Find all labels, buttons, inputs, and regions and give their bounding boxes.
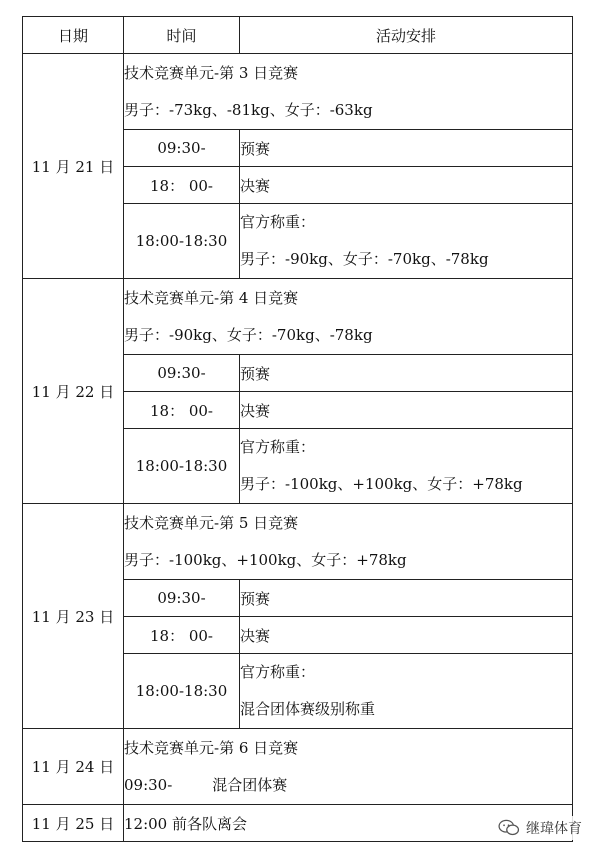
competition-unit-cell <box>124 729 573 805</box>
date-cell: 11 月 24 日 <box>23 729 124 805</box>
unit-title: 技术竞赛单元-第 3 日竞赛 <box>124 63 299 82</box>
unit-title: 技术竞赛单元-第 4 日竞赛 <box>124 288 299 307</box>
header-time: 时间 <box>124 17 240 54</box>
unit-title: 技术竞赛单元-第 6 日竞赛 <box>124 738 299 757</box>
session-activity: 预赛 <box>240 580 573 617</box>
header-row <box>23 17 573 54</box>
session-activity: 混合团体赛 <box>212 775 288 794</box>
weigh-in-detail: 混合团体赛级别称重 <box>240 700 376 718</box>
session-activity: 预赛 <box>240 355 573 392</box>
weigh-in-cell <box>240 654 573 729</box>
weigh-in-time: 18:00-18:30 <box>124 654 240 729</box>
session-activity: 预赛 <box>240 130 573 167</box>
date-cell: 11 月 23 日 <box>23 504 124 729</box>
day-row <box>23 504 573 580</box>
session-time: 09:30- <box>124 355 240 392</box>
session-activity: 决赛 <box>240 392 573 429</box>
weigh-in-title: 官方称重： <box>240 438 316 456</box>
header-date: 日期 <box>23 17 124 54</box>
session-time: 18： 00- <box>124 617 240 654</box>
day-row <box>23 54 573 130</box>
weigh-in-detail: 男子：-90kg、女子：-70kg、-78kg <box>240 250 489 268</box>
unit-weights: 男子：-73kg、-81kg、女子：-63kg <box>124 100 373 119</box>
departure-cell: 12:00 前各队离会 <box>124 805 573 842</box>
watermark-text: 继瑋体育 <box>526 821 582 837</box>
weigh-in-title: 官方称重： <box>240 213 316 231</box>
weigh-in-cell <box>240 204 573 279</box>
date-cell: 11 月 22 日 <box>23 279 124 504</box>
unit-title: 技术竞赛单元-第 5 日竞赛 <box>124 513 299 532</box>
unit-session <box>124 767 572 804</box>
session-time: 09:30- <box>124 775 173 794</box>
weigh-in-time: 18:00-18:30 <box>124 204 240 279</box>
weigh-in-detail: 男子：-100kg、+100kg、女子：+78kg <box>240 475 523 493</box>
unit-weights: 男子：-100kg、+100kg、女子：+78kg <box>124 550 407 569</box>
session-activity: 决赛 <box>240 167 573 204</box>
watermark <box>494 816 586 840</box>
date-cell: 11 月 21 日 <box>23 54 124 279</box>
day-row <box>23 805 573 842</box>
unit-weights: 男子：-90kg、女子：-70kg、-78kg <box>124 325 373 344</box>
wechat-icon <box>498 819 520 837</box>
session-time: 18： 00- <box>124 392 240 429</box>
day-row <box>23 279 573 355</box>
session-time: 18： 00- <box>124 167 240 204</box>
weigh-in-cell <box>240 429 573 504</box>
header-activity: 活动安排 <box>240 17 573 54</box>
schedule-table <box>22 16 573 842</box>
competition-unit-cell <box>124 54 573 130</box>
weigh-in-title: 官方称重： <box>240 663 316 681</box>
competition-unit-cell <box>124 279 573 355</box>
day-row <box>23 729 573 805</box>
session-time: 09:30- <box>124 580 240 617</box>
weigh-in-time: 18:00-18:30 <box>124 429 240 504</box>
date-cell: 11 月 25 日 <box>23 805 124 842</box>
session-time: 09:30- <box>124 130 240 167</box>
competition-unit-cell <box>124 504 573 580</box>
session-activity: 决赛 <box>240 617 573 654</box>
